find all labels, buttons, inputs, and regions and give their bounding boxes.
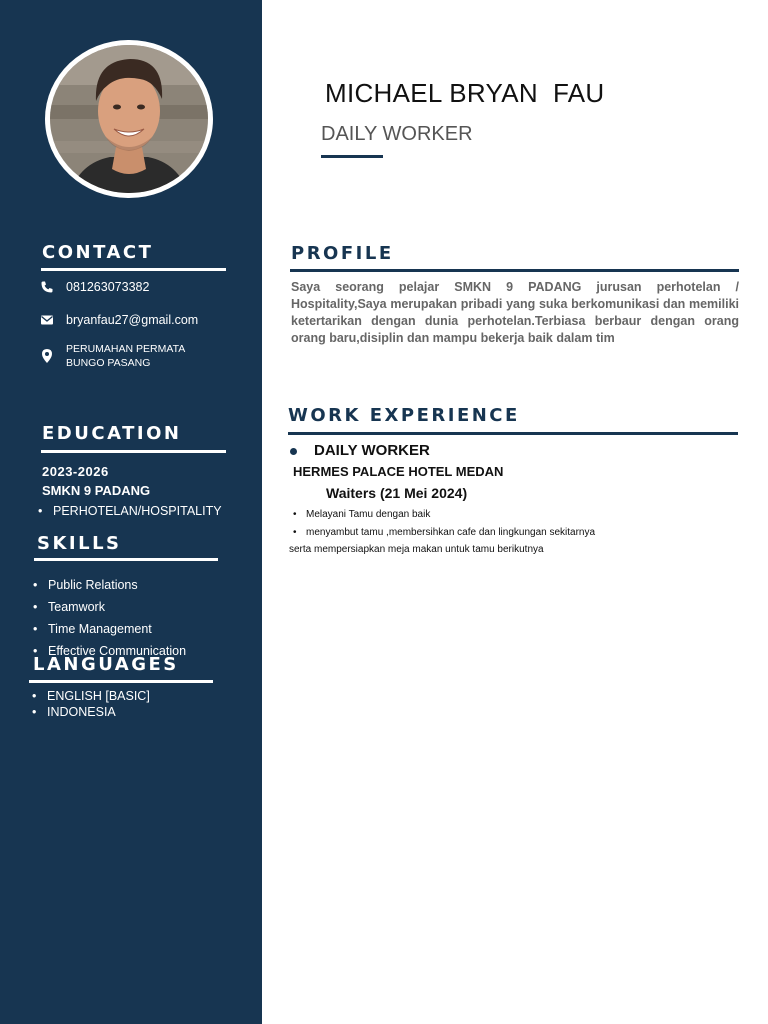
languages-divider: [29, 680, 213, 683]
education-years: 2023-2026: [42, 464, 109, 479]
education-heading: EDUCATION: [42, 423, 182, 444]
education-item: • PERHOTELAN/HOSPITALITY: [35, 504, 222, 518]
location-pin-icon: [40, 348, 54, 362]
skills-list: [30, 574, 186, 662]
contact-heading: CONTACT: [42, 242, 154, 263]
profile-photo: [50, 45, 208, 193]
sidebar: [0, 0, 262, 1024]
languages-heading: LANGUAGES: [33, 654, 179, 675]
candidate-role: DAILY WORKER: [321, 123, 473, 145]
company-name: HERMES PALACE HOTEL MEDAN: [293, 464, 504, 479]
address-line2: BUNGO PASANG: [66, 357, 151, 369]
skill-item: • Public Relations: [30, 574, 186, 596]
languages-list: [29, 688, 150, 720]
education-list: [35, 504, 222, 518]
profile-divider: [290, 269, 739, 272]
candidate-name: MICHAEL BRYAN FAU: [325, 78, 605, 108]
profile-heading: PROFILE: [291, 243, 394, 264]
contact-address: [40, 342, 185, 370]
language-item: • ENGLISH [BASIC]: [29, 688, 150, 704]
language-item: • INDONESIA: [29, 704, 150, 720]
skill-item: • Effective Communication: [30, 640, 186, 662]
email-icon: [40, 313, 54, 327]
duty-continuation: serta mempersiapkan meja makan untuk tamu berikutnya: [289, 544, 544, 555]
address: [66, 342, 185, 370]
skill-item: • Time Management: [30, 618, 186, 640]
role-underline: [321, 155, 383, 158]
avatar: [50, 45, 208, 193]
skills-divider: [34, 558, 218, 561]
job-position: Waiters (21 Mei 2024): [326, 485, 468, 501]
job-title: [290, 442, 430, 459]
experience-heading: WORK EXPERIENCE: [288, 405, 520, 426]
skill-item: • Teamwork: [30, 596, 186, 618]
education-divider: [41, 450, 226, 453]
phone-number[interactable]: 081263073382: [66, 280, 150, 294]
duty-item: • Melayani Tamu dengan baik: [291, 508, 595, 526]
bullet-icon: [290, 448, 297, 455]
experience-divider: [288, 432, 738, 435]
profile-text: Saya seorang pelajar SMKN 9 PADANG jurusan perhotelan / Hospitality,Saya merupakan pribadi yang suka berkomunikasi dan memiliki ketertarikan dengan dunia perhotelan.Terbiasa berbaur dengan orang orang baru,disiplin dan mampu bekerja baik dalam tim: [291, 280, 739, 345]
contact-divider: [41, 268, 226, 271]
address-line1: PERUMAHAN PERMATA: [66, 343, 186, 355]
duty-list: [291, 508, 595, 544]
contact-email: [40, 313, 198, 327]
job-title-text: DAILY WORKER: [314, 442, 430, 459]
education-school: SMKN 9 PADANG: [42, 483, 151, 498]
phone-icon: [40, 280, 54, 294]
contact-phone: [40, 280, 149, 294]
email-address[interactable]: bryanfau27@gmail.com: [66, 313, 199, 327]
skills-heading: SKILLS: [37, 533, 122, 554]
avatar-frame: [45, 40, 213, 198]
duty-item: • menyambut tamu ,membersihkan cafe dan lingkungan sekitarnya: [291, 526, 595, 544]
